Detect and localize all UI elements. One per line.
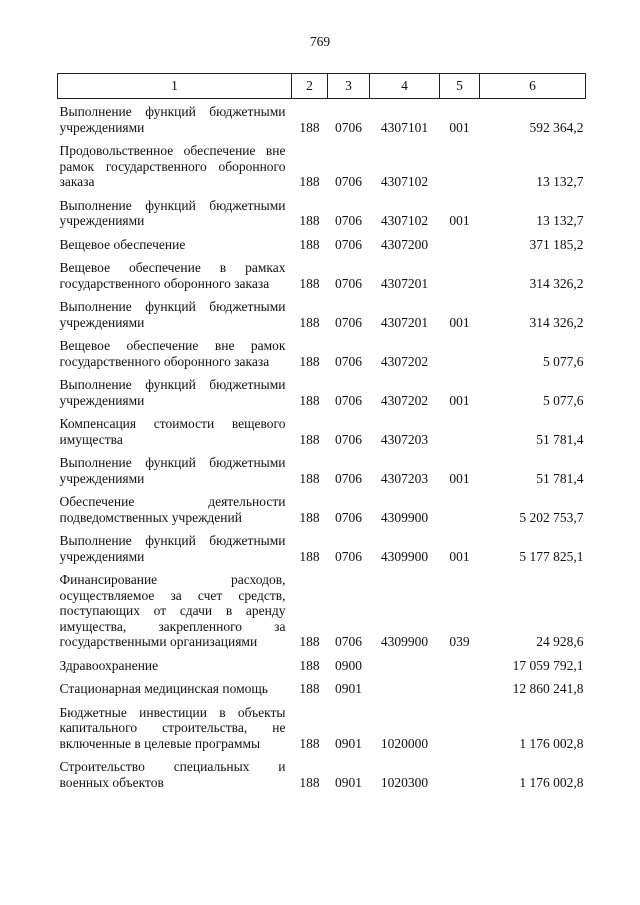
header-col-3: 3 xyxy=(328,74,370,99)
row-ministry-code: 188 xyxy=(299,634,320,649)
row-target-code: 4307101 xyxy=(380,119,429,135)
header-col-6: 6 xyxy=(480,74,586,99)
row-section-code: 0901 xyxy=(335,681,362,696)
row-amount: 371 185,2 xyxy=(529,236,584,252)
row-ministry-code: 188 xyxy=(299,392,320,408)
header-row xyxy=(58,74,586,99)
row-amount: 24 928,6 xyxy=(536,634,584,649)
table-row xyxy=(58,232,586,256)
row-amount: 13 132,7 xyxy=(536,174,584,189)
table-row xyxy=(58,528,586,567)
row-expense-type xyxy=(440,489,480,528)
row-expense-type: 001 xyxy=(449,119,470,135)
row-section-code: 0900 xyxy=(335,657,362,673)
row-name: Выполнение функций бюджетными учреждениями xyxy=(59,299,286,330)
header-col-4: 4 xyxy=(370,74,440,99)
row-ministry-code: 188 xyxy=(299,548,320,564)
row-section-code: 0706 xyxy=(335,174,362,189)
row-ministry-code: 188 xyxy=(299,275,320,291)
row-name: Стационарная медицинская помощь xyxy=(59,681,268,696)
header-col-5: 5 xyxy=(440,74,480,99)
row-name: Продовольственное обеспечение вне рамок государственного оборонного заказа xyxy=(59,143,286,189)
row-expense-type xyxy=(440,653,480,677)
table-row xyxy=(58,676,586,700)
table-header xyxy=(58,74,586,99)
row-ministry-code: 188 xyxy=(299,314,320,330)
row-expense-type: 001 xyxy=(449,470,470,486)
row-section-code: 0706 xyxy=(335,314,362,330)
row-section-code: 0706 xyxy=(335,634,362,649)
row-expense-type xyxy=(440,138,480,193)
table-row xyxy=(58,653,586,677)
row-expense-type: 039 xyxy=(449,634,470,649)
row-name: Выполнение функций бюджетными учреждениями xyxy=(59,104,286,135)
row-expense-type xyxy=(440,232,480,256)
table-row xyxy=(58,450,586,489)
row-name: Бюджетные инвестиции в объекты капитального строительства, не включенные в целевые программы xyxy=(59,704,286,751)
row-expense-type xyxy=(440,676,480,700)
table-body xyxy=(58,99,586,794)
row-expense-type: 001 xyxy=(449,213,470,228)
row-expense-type xyxy=(440,754,480,793)
table-row xyxy=(58,255,586,294)
table-row xyxy=(58,754,586,793)
row-target-code: 4307102 xyxy=(380,213,429,228)
row-target-code: 1020000 xyxy=(380,735,429,751)
table-row xyxy=(58,567,586,653)
row-section-code: 0901 xyxy=(335,774,362,790)
row-ministry-code: 188 xyxy=(299,236,320,252)
row-name: Вещевое обеспечение вне рамок государственного оборонного заказа xyxy=(59,338,286,369)
row-name: Компенсация стоимости вещевого имущества xyxy=(59,416,286,447)
table-row xyxy=(58,372,586,411)
row-name: Здравоохранение xyxy=(59,657,159,673)
row-target-code: 4307200 xyxy=(380,236,429,252)
row-ministry-code: 188 xyxy=(299,119,320,135)
row-target-code: 4309900 xyxy=(380,509,429,525)
row-target-code: 1020300 xyxy=(380,774,429,790)
row-ministry-code: 188 xyxy=(299,509,320,525)
budget-table xyxy=(57,73,586,793)
row-section-code: 0901 xyxy=(335,735,362,751)
row-target-code: 4307202 xyxy=(380,392,429,408)
row-name: Обеспечение деятельности подведомственных учреждений xyxy=(59,494,286,525)
row-amount: 592 364,2 xyxy=(529,119,584,135)
row-section-code: 0706 xyxy=(335,275,362,291)
row-section-code: 0706 xyxy=(335,119,362,135)
row-ministry-code: 188 xyxy=(299,657,320,673)
table-row xyxy=(58,489,586,528)
row-section-code: 0706 xyxy=(335,470,362,486)
row-amount: 51 781,4 xyxy=(536,470,584,486)
row-target-code: 4307203 xyxy=(380,470,429,486)
row-section-code: 0706 xyxy=(335,236,362,252)
row-target-code: 4307203 xyxy=(380,431,429,447)
row-target-code xyxy=(370,676,440,700)
row-section-code: 0706 xyxy=(335,431,362,447)
row-expense-type xyxy=(440,255,480,294)
table-row xyxy=(58,333,586,372)
row-expense-type: 001 xyxy=(449,314,470,330)
table-row xyxy=(58,138,586,193)
row-target-code: 4309900 xyxy=(380,634,429,649)
row-section-code: 0706 xyxy=(335,353,362,369)
row-ministry-code: 188 xyxy=(299,353,320,369)
row-name: Финансирование расходов, осуществляемое за счет средств, поступающих от сдачи в аренду имущества, закрепленного за государственными организациями xyxy=(59,572,286,649)
row-amount: 5 202 753,7 xyxy=(519,509,584,525)
row-ministry-code: 188 xyxy=(299,213,320,228)
row-ministry-code: 188 xyxy=(299,174,320,189)
row-section-code: 0706 xyxy=(335,548,362,564)
row-ministry-code: 188 xyxy=(299,774,320,790)
row-target-code: 4307201 xyxy=(380,314,429,330)
row-name: Выполнение функций бюджетными учреждениями xyxy=(59,455,286,486)
row-name: Вещевое обеспечение xyxy=(59,236,186,252)
row-amount: 1 176 002,8 xyxy=(519,735,584,751)
table-row xyxy=(58,294,586,333)
row-amount: 12 860 241,8 xyxy=(512,681,584,696)
row-amount: 5 077,6 xyxy=(543,392,584,408)
row-section-code: 0706 xyxy=(335,509,362,525)
row-ministry-code: 188 xyxy=(299,681,320,696)
row-ministry-code: 188 xyxy=(299,735,320,751)
header-col-1: 1 xyxy=(58,74,292,99)
row-expense-type xyxy=(440,411,480,450)
row-amount: 13 132,7 xyxy=(536,213,584,228)
row-expense-type xyxy=(440,700,480,755)
row-name: Вещевое обеспечение в рамках государственного оборонного заказа xyxy=(59,260,286,291)
row-target-code: 4309900 xyxy=(380,548,429,564)
row-amount: 1 176 002,8 xyxy=(519,774,584,790)
row-amount: 314 326,2 xyxy=(529,314,584,330)
page-number: 769 xyxy=(309,34,331,49)
row-amount: 51 781,4 xyxy=(536,431,584,447)
row-name: Строительство специальных и военных объектов xyxy=(59,759,286,790)
row-section-code: 0706 xyxy=(335,213,362,228)
row-expense-type: 001 xyxy=(449,548,470,564)
table-row xyxy=(58,193,586,232)
row-target-code: 4307102 xyxy=(380,174,429,189)
row-expense-type xyxy=(440,333,480,372)
row-target-code: 4307201 xyxy=(380,275,429,291)
row-target-code xyxy=(370,653,440,677)
row-amount: 314 326,2 xyxy=(529,275,584,291)
table-row xyxy=(58,99,586,139)
header-col-2: 2 xyxy=(292,74,328,99)
row-name: Выполнение функций бюджетными учреждениями xyxy=(59,533,286,564)
row-name: Выполнение функций бюджетными учреждениями xyxy=(59,377,286,408)
row-amount: 17 059 792,1 xyxy=(512,657,584,673)
table-row xyxy=(58,411,586,450)
table-row xyxy=(58,700,586,755)
row-amount: 5 077,6 xyxy=(543,353,584,369)
row-ministry-code: 188 xyxy=(299,431,320,447)
row-name: Выполнение функций бюджетными учреждениями xyxy=(59,197,286,228)
row-section-code: 0706 xyxy=(335,392,362,408)
row-target-code: 4307202 xyxy=(380,353,429,369)
row-ministry-code: 188 xyxy=(299,470,320,486)
row-expense-type: 001 xyxy=(449,392,470,408)
row-amount: 5 177 825,1 xyxy=(519,548,584,564)
